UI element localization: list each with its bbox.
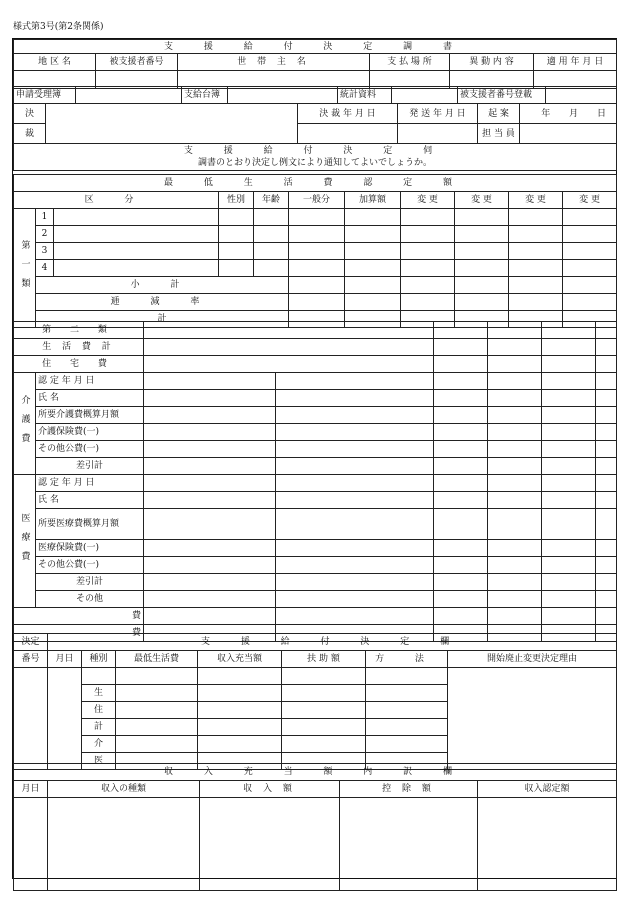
col-householder: 世 帯 主 名 [178,54,370,71]
subtotal-label: 小 計 [36,277,289,294]
care-row-label: 所要介護費概算月額 [36,407,144,424]
col-addition: 加算額 [345,192,401,209]
reason-input[interactable] [448,668,617,770]
recognized-income-input[interactable] [478,798,617,891]
table-cell[interactable] [596,339,617,356]
table-cell[interactable] [563,294,617,311]
table-cell[interactable] [596,322,617,339]
row-number: 4 [36,260,54,277]
table-cell[interactable] [116,702,198,719]
table-cell[interactable] [345,260,401,277]
header-section [13,39,616,89]
col-income-applied: 収入充当額 [198,651,282,668]
col-change-1: 変 更 [401,192,455,209]
table-cell[interactable] [282,736,366,753]
col-change-2: 変 更 [455,192,509,209]
table-cell[interactable] [345,294,401,311]
col-sex: 性別 [219,192,254,209]
table-cell[interactable] [596,591,617,608]
col-deduction: 控 除 額 [340,781,478,798]
table-cell[interactable] [144,458,276,475]
row-number: 2 [36,226,54,243]
registry-section [13,86,616,104]
table-cell[interactable] [434,339,488,356]
table-cell[interactable] [542,475,596,492]
table-cell[interactable] [144,608,276,625]
table-cell[interactable] [219,243,254,260]
table-cell[interactable] [509,226,563,243]
table-cell[interactable] [254,209,289,226]
table-cell[interactable] [509,294,563,311]
table-cell[interactable] [198,719,282,736]
registry-input-application[interactable] [76,87,182,104]
col-payment-place: 支 払 場 所 [370,54,450,71]
table-cell[interactable] [596,492,617,509]
table-cell[interactable] [434,322,488,339]
care-row-label: その他公費(一) [36,441,144,458]
decision-date-label: 決 裁 年 月 日 [298,104,398,124]
table-cell[interactable] [488,509,542,540]
table-cell[interactable] [509,260,563,277]
table-cell[interactable] [366,719,448,736]
table-cell[interactable] [54,209,219,226]
table-cell[interactable] [434,540,488,557]
table-cell[interactable] [144,373,276,390]
table-cell[interactable] [596,390,617,407]
approval-seal-area[interactable] [46,104,298,144]
col-recipient-number: 被支援者番号 [96,54,178,71]
medical-row-label: 氏 名 [36,492,144,509]
staff-input[interactable] [520,124,617,144]
table-cell[interactable] [488,475,542,492]
col-aid-amount: 扶 助 額 [282,651,366,668]
table-cell[interactable] [488,373,542,390]
table-cell[interactable] [488,356,542,373]
table-cell[interactable] [434,574,488,591]
table-cell[interactable] [366,736,448,753]
table-cell[interactable] [509,209,563,226]
type-label: 医 [82,753,116,770]
registry-label-application: 申請受理簿 [14,87,76,104]
decision-number-label: 決定 [14,634,48,651]
table-cell[interactable] [542,540,596,557]
table-cell[interactable] [488,540,542,557]
care-row-label: 介護保険費(一) [36,424,144,441]
table-cell[interactable] [542,492,596,509]
benefit-section [13,633,616,770]
table-cell[interactable] [276,574,434,591]
table-cell[interactable] [488,591,542,608]
table-cell[interactable] [282,668,366,685]
table-cell[interactable] [54,226,219,243]
table-cell[interactable] [144,475,276,492]
table-cell[interactable] [144,441,276,458]
registry-input-statistics[interactable] [392,87,458,104]
col-income-date: 月日 [14,781,48,798]
housing-label: 住 宅 費 [14,356,144,373]
reduction-label: 逓 減 率 [36,294,289,311]
table-cell[interactable] [488,424,542,441]
table-cell[interactable] [345,226,401,243]
table-cell[interactable] [455,243,509,260]
table-cell[interactable] [289,260,345,277]
date-input[interactable] [48,668,82,770]
table-cell[interactable] [434,390,488,407]
table-cell[interactable] [144,322,434,339]
income-amount-input[interactable] [200,798,340,891]
total-label: 計 [36,311,289,328]
col-method: 方 法 [366,651,448,668]
medical-row-label: 所要医療費概算月額 [36,509,144,540]
care-label: 介護費 [14,373,36,475]
table-cell[interactable] [542,390,596,407]
care-row-label: 氏 名 [36,390,144,407]
table-cell[interactable] [509,277,563,294]
staff-label: 担 当 員 [478,124,520,144]
table-cell[interactable] [542,574,596,591]
table-cell[interactable] [563,243,617,260]
send-date-input[interactable] [398,124,478,144]
table-cell[interactable] [434,356,488,373]
table-cell[interactable] [144,574,276,591]
table-cell[interactable] [455,294,509,311]
col-age: 年齢 [254,192,289,209]
inquiry-box [14,144,617,171]
inquiry-text: 調書のとおり決定し例文により通知してよいでしょうか。 [197,158,432,168]
col-district: 地 区 名 [14,54,96,71]
table-cell[interactable] [542,424,596,441]
table-cell[interactable] [596,608,617,625]
table-cell[interactable] [542,356,596,373]
table-cell[interactable] [276,475,434,492]
table-cell[interactable] [276,424,434,441]
cost-detail-section [13,321,616,642]
table-cell[interactable] [434,492,488,509]
type-label: 住 [82,702,116,719]
living-total-label: 生 活 費 計 [14,339,144,356]
table-cell[interactable] [434,441,488,458]
table-cell[interactable] [434,373,488,390]
table-cell[interactable] [144,339,434,356]
col-income-amount: 収 入 額 [200,781,340,798]
table-cell[interactable] [542,458,596,475]
table-cell[interactable] [434,475,488,492]
type-label: 介 [82,736,116,753]
table-cell[interactable] [542,441,596,458]
table-cell[interactable] [144,407,276,424]
approval-section [13,103,616,171]
type-label: 計 [82,719,116,736]
table-cell[interactable] [54,260,219,277]
draft-date: 年 月 日 [520,104,617,124]
row-number: 3 [36,243,54,260]
table-cell[interactable] [144,540,276,557]
registry-input-recipient[interactable] [546,87,617,104]
table-cell[interactable] [434,509,488,540]
table-cell[interactable] [542,339,596,356]
table-cell[interactable] [563,226,617,243]
table-cell[interactable] [276,591,434,608]
table-cell[interactable] [198,736,282,753]
col-change-3: 変 更 [509,192,563,209]
medical-label: 医療費 [14,475,36,608]
table-cell[interactable] [282,702,366,719]
table-cell[interactable] [276,509,434,540]
table-cell[interactable] [116,685,198,702]
table-cell[interactable] [289,209,345,226]
medical-row-label: その他公費(一) [36,557,144,574]
col-recognized-income: 収入認定額 [478,781,617,798]
table-cell[interactable] [276,407,434,424]
col-income-type: 収入の種類 [48,781,200,798]
table-cell[interactable] [455,260,509,277]
misc-cost-label: 費 [14,625,144,642]
table-cell[interactable] [596,424,617,441]
type2-label: 第 二 類 [14,322,144,339]
table-cell[interactable] [144,390,276,407]
table-cell[interactable] [563,209,617,226]
table-cell[interactable] [434,591,488,608]
medical-row-label: 医療保険費(一) [36,540,144,557]
table-cell[interactable] [366,685,448,702]
table-cell[interactable] [401,260,455,277]
min-living-title: 最 低 生 活 費 認 定 額 [14,175,617,192]
table-cell[interactable] [542,407,596,424]
table-cell[interactable] [434,458,488,475]
table-cell[interactable] [596,475,617,492]
col-change-4: 変 更 [563,192,617,209]
table-cell[interactable] [596,356,617,373]
form-title: 支 援 給 付 決 定 調 書 [14,40,617,54]
table-cell[interactable] [144,356,434,373]
care-row-label: 認 定 年 月 日 [36,373,144,390]
registry-label-recipient: 被支援者番号登載 [458,87,546,104]
table-cell[interactable] [289,294,345,311]
draft-label: 起 案 [478,104,520,124]
table-cell[interactable] [488,492,542,509]
table-cell[interactable] [455,277,509,294]
col-type: 種別 [82,651,116,668]
table-cell[interactable] [401,209,455,226]
table-cell[interactable] [276,540,434,557]
table-cell[interactable] [345,209,401,226]
table-cell[interactable] [219,260,254,277]
table-cell[interactable] [434,557,488,574]
table-cell[interactable] [198,668,282,685]
table-cell[interactable] [219,226,254,243]
table-cell[interactable] [488,574,542,591]
benefit-title: 支 援 給 付 決 定 欄 [48,634,617,651]
table-cell[interactable] [542,373,596,390]
table-cell[interactable] [276,492,434,509]
type-label: 生 [82,685,116,702]
table-cell[interactable] [254,243,289,260]
table-cell[interactable] [542,608,596,625]
inquiry-title: 支 援 給 付 決 定 伺 [183,146,447,156]
table-cell[interactable] [345,243,401,260]
table-cell[interactable] [219,209,254,226]
decision-number-label: 番号 [14,651,48,668]
form-number-label: 様式第3号(第2条関係) [13,22,104,32]
table-cell[interactable] [509,243,563,260]
col-min-living: 最低生活費 [116,651,198,668]
table-cell[interactable] [542,591,596,608]
col-date: 月日 [48,651,82,668]
table-cell[interactable] [596,574,617,591]
table-cell[interactable] [276,441,434,458]
table-cell[interactable] [198,685,282,702]
group1-label: 第一類 [14,209,36,328]
misc-cost-label: 費 [14,608,144,625]
registry-label-ledger: 支給台簿 [182,87,228,104]
table-cell[interactable] [488,608,542,625]
income-section [13,763,616,891]
table-cell[interactable] [345,277,401,294]
table-cell[interactable] [596,557,617,574]
table-cell[interactable] [401,243,455,260]
table-cell[interactable] [116,668,198,685]
col-general: 一般分 [289,192,345,209]
table-cell[interactable] [144,492,276,509]
table-cell[interactable] [254,260,289,277]
table-cell[interactable] [455,226,509,243]
row-number: 1 [36,209,54,226]
table-cell[interactable] [282,719,366,736]
table-cell[interactable] [488,557,542,574]
table-cell[interactable] [276,390,434,407]
table-cell[interactable] [116,736,198,753]
table-cell[interactable] [366,702,448,719]
table-cell[interactable] [488,441,542,458]
table-cell[interactable] [563,260,617,277]
table-cell[interactable] [596,509,617,540]
table-cell[interactable] [401,294,455,311]
min-living-section [13,174,616,328]
kessai-label-bottom: 裁 [14,124,46,144]
table-cell[interactable] [144,557,276,574]
table-cell[interactable] [282,685,366,702]
table-cell[interactable] [289,277,345,294]
table-cell[interactable] [488,390,542,407]
table-cell[interactable] [401,277,455,294]
kessai-label-top: 決 [14,104,46,124]
table-cell[interactable] [596,458,617,475]
medical-row-label: その他 [36,591,144,608]
table-cell[interactable] [488,322,542,339]
col-reason: 開始廃止変更決定理由 [448,651,617,668]
col-category: 区 分 [14,192,219,209]
table-cell[interactable] [54,243,219,260]
table-cell[interactable] [596,373,617,390]
registry-label-statistics: 統計資料 [338,87,392,104]
care-row-label: 差引計 [36,458,144,475]
registry-input-ledger[interactable] [228,87,338,104]
income-type-input[interactable] [48,798,200,891]
table-cell[interactable] [542,557,596,574]
table-cell[interactable] [563,277,617,294]
table-cell[interactable] [488,339,542,356]
table-cell[interactable] [198,702,282,719]
table-cell[interactable] [116,719,198,736]
table-cell[interactable] [455,209,509,226]
deduction-input[interactable] [340,798,478,891]
table-cell[interactable] [596,540,617,557]
table-cell[interactable] [144,591,276,608]
table-cell[interactable] [596,441,617,458]
table-cell[interactable] [434,407,488,424]
table-cell[interactable] [289,243,345,260]
table-cell[interactable] [434,424,488,441]
income-date-input[interactable] [14,798,48,891]
table-cell[interactable] [144,424,276,441]
medical-row-label: 差引計 [36,574,144,591]
table-cell[interactable] [401,226,455,243]
table-cell[interactable] [276,557,434,574]
medical-row-label: 認 定 年 月 日 [36,475,144,492]
table-cell[interactable] [542,509,596,540]
table-cell[interactable] [276,608,434,625]
decision-form [12,38,617,879]
decision-date-input[interactable] [298,124,398,144]
table-cell[interactable] [488,458,542,475]
table-cell[interactable] [488,407,542,424]
table-cell[interactable] [434,608,488,625]
table-cell[interactable] [596,407,617,424]
table-cell[interactable] [144,509,276,540]
col-change-content: 異 動 内 容 [450,54,534,71]
table-cell[interactable] [254,226,289,243]
table-cell[interactable] [276,373,434,390]
decision-number-input[interactable] [14,668,48,770]
table-cell[interactable] [82,668,116,685]
income-title: 収 入 充 当 額 内 訳 欄 [14,764,617,781]
send-date-label: 発 送 年 月 日 [398,104,478,124]
table-cell[interactable] [366,668,448,685]
col-apply-date: 適 用 年 月 日 [534,54,617,71]
table-cell[interactable] [276,458,434,475]
table-cell[interactable] [289,226,345,243]
table-cell[interactable] [542,322,596,339]
